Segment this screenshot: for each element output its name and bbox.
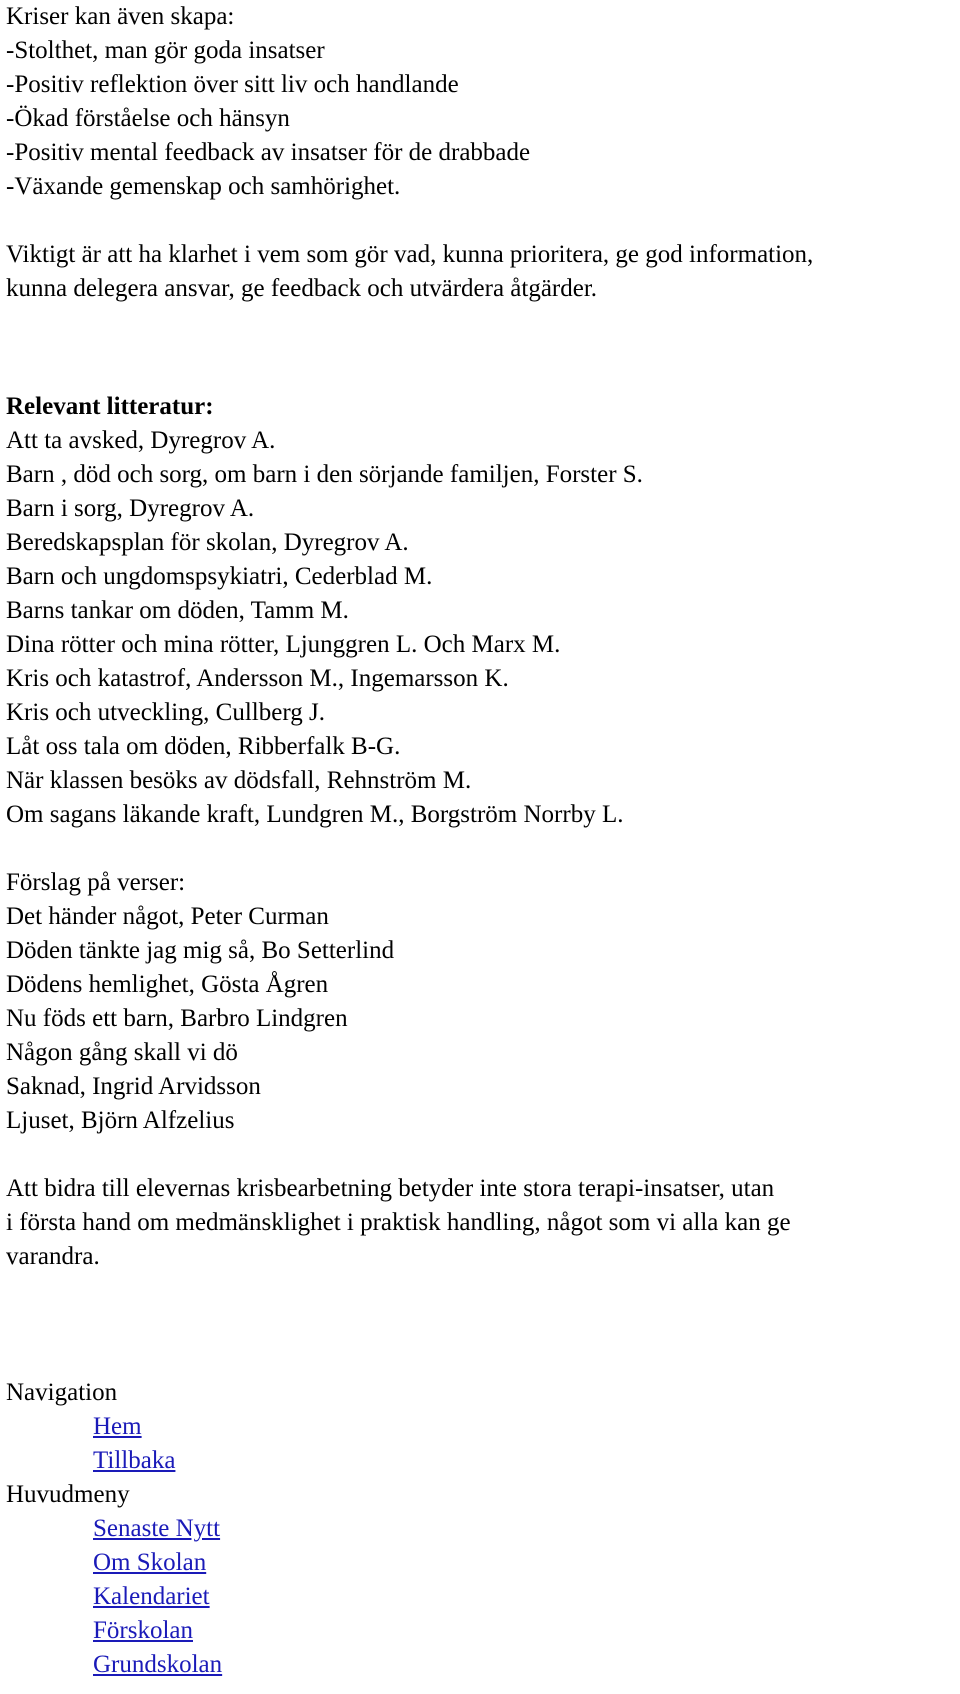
literature-item: Kris och katastrof, Andersson M., Ingemarsson K.	[6, 665, 509, 692]
verse-item: Döden tänkte jag mig så, Bo Setterlind	[6, 937, 395, 964]
menu-link-row	[6, 1614, 956, 1648]
crises-item: -Stolthet, man gör goda insatser	[6, 37, 325, 64]
menu-link-row	[6, 1512, 956, 1546]
literature-item: Låt oss tala om döden, Ribberfalk B-G.	[6, 733, 401, 760]
literature-item: Att ta avsked, Dyregrov A.	[6, 427, 276, 454]
verse-item: Saknad, Ingrid Arvidsson	[6, 1073, 261, 1100]
document-page	[6, 0, 956, 1682]
crises-item: -Positiv mental feedback av insatser för de drabbade	[6, 139, 531, 166]
literature-item: Barn och ungdomspsykiatri, Cederblad M.	[6, 563, 433, 590]
crises-section	[6, 0, 956, 204]
verse-item: Nu föds ett barn, Barbro Lindgren	[6, 1005, 348, 1032]
crises-item: -Växande gemenskap och samhörighet.	[6, 173, 401, 200]
literature-item: Kris och utveckling, Cullberg J.	[6, 699, 325, 726]
literature-item: Barns tankar om döden, Tamm M.	[6, 597, 349, 624]
important-line: kunna delegera ansvar, ge feedback och utvärdera åtgärder.	[6, 275, 598, 302]
closing-line: varandra.	[6, 1243, 100, 1270]
menu-link-row	[6, 1580, 956, 1614]
nav-link-row	[6, 1444, 956, 1478]
verse-item: Någon gång skall vi dö	[6, 1039, 238, 1066]
literature-item: Om sagans läkande kraft, Lundgren M., Borgström Norrby L.	[6, 801, 624, 828]
menu-link-row	[6, 1648, 956, 1682]
verses-section	[6, 866, 956, 1138]
closing-line: i första hand om medmänsklighet i praktisk handling, något som vi alla kan ge	[6, 1209, 791, 1236]
menu-link-latest-news[interactable]: Senaste Nytt	[93, 1515, 221, 1542]
menu-link-preschool[interactable]: Förskolan	[93, 1617, 193, 1644]
verses-heading: Förslag på verser:	[6, 869, 186, 896]
literature-item: Barn , död och sorg, om barn i den sörjande familjen, Forster S.	[6, 461, 643, 488]
important-line: Viktigt är att ha klarhet i vem som gör vad, kunna prioritera, ge god information,	[6, 241, 814, 268]
verse-item: Det händer något, Peter Curman	[6, 903, 329, 930]
literature-item: Beredskapsplan för skolan, Dyregrov A.	[6, 529, 409, 556]
literature-item: Barn i sorg, Dyregrov A.	[6, 495, 255, 522]
nav-link-row	[6, 1410, 956, 1444]
important-paragraph	[6, 238, 956, 306]
menu-link-calendar[interactable]: Kalendariet	[93, 1583, 210, 1610]
literature-section	[6, 390, 956, 832]
menu-link-about-school[interactable]: Om Skolan	[93, 1549, 207, 1576]
crises-item: -Ökad förståelse och hänsyn	[6, 105, 290, 132]
verse-item: Dödens hemlighet, Gösta Ågren	[6, 971, 329, 998]
main-menu-heading: Huvudmeny	[6, 1481, 130, 1508]
closing-paragraph	[6, 1172, 956, 1274]
verse-item: Ljuset, Björn Alfzelius	[6, 1107, 235, 1134]
literature-heading: Relevant litteratur:	[6, 393, 214, 420]
closing-line: Att bidra till elevernas krisbearbetning betyder inte stora terapi-insatser, utan	[6, 1175, 775, 1202]
crises-item: -Positiv reflektion över sitt liv och handlande	[6, 71, 459, 98]
literature-item: Dina rötter och mina rötter, Ljunggren L. Och Marx M.	[6, 631, 561, 658]
menu-link-primary-school[interactable]: Grundskolan	[93, 1651, 223, 1678]
navigation-block	[6, 1376, 956, 1682]
literature-item: När klassen besöks av dödsfall, Rehnström M.	[6, 767, 472, 794]
menu-link-row	[6, 1546, 956, 1580]
nav-link-home[interactable]: Hem	[93, 1413, 142, 1440]
navigation-heading: Navigation	[6, 1379, 118, 1406]
crises-intro: Kriser kan även skapa:	[6, 3, 235, 30]
nav-link-back[interactable]: Tillbaka	[93, 1447, 176, 1474]
